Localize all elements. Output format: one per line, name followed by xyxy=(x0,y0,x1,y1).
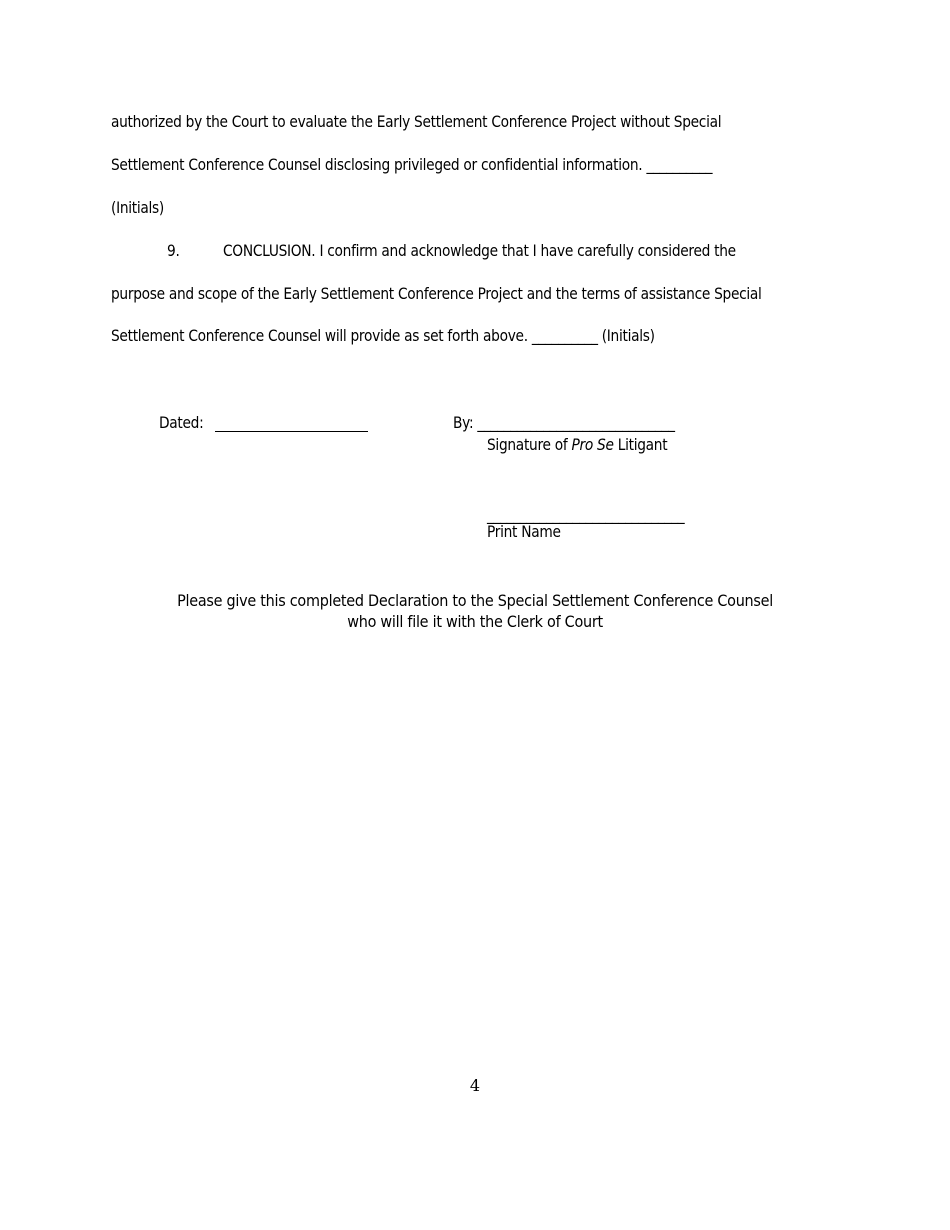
signature-caption-prefix: Signature of xyxy=(487,435,572,454)
dated-input-line[interactable] xyxy=(215,431,368,432)
body-line-1: authorized by the Court to evaluate the Early Settlement Conference Project without Special xyxy=(111,112,722,131)
print-name-line[interactable]: ______________________________ xyxy=(487,505,685,524)
paragraph-9-line-2: purpose and scope of the Early Settlement Conference Project and the terms of assistance Special xyxy=(111,284,762,303)
paragraph-9-line-1: CONCLUSION. I confirm and acknowledge that I have carefully considered the xyxy=(223,241,736,260)
dated-label: Dated: xyxy=(159,413,204,432)
body-line-3-initials: (Initials) xyxy=(111,198,164,217)
signature-caption xyxy=(487,435,697,455)
footer-note-line-1: Please give this completed Declaration to the Special Settlement Conference Counsel xyxy=(177,591,773,610)
body-line-2: Settlement Conference Counsel disclosing privileged or confidential information. __________ xyxy=(111,155,713,174)
print-name-caption: Print Name xyxy=(487,522,561,541)
signature-caption-suffix: Litigant xyxy=(613,435,668,454)
page-number: 4 xyxy=(469,1076,481,1095)
signature-by-line[interactable]: By: ______________________________ xyxy=(453,413,675,432)
footer-note-line-2: who will file it with the Clerk of Court xyxy=(347,612,603,631)
paragraph-9-line-3: Settlement Conference Counsel will provide as set forth above. __________ (Initials) xyxy=(111,326,655,345)
paragraph-9-number: 9. xyxy=(167,241,180,260)
pro-se-italic: Pro Se xyxy=(571,435,614,454)
